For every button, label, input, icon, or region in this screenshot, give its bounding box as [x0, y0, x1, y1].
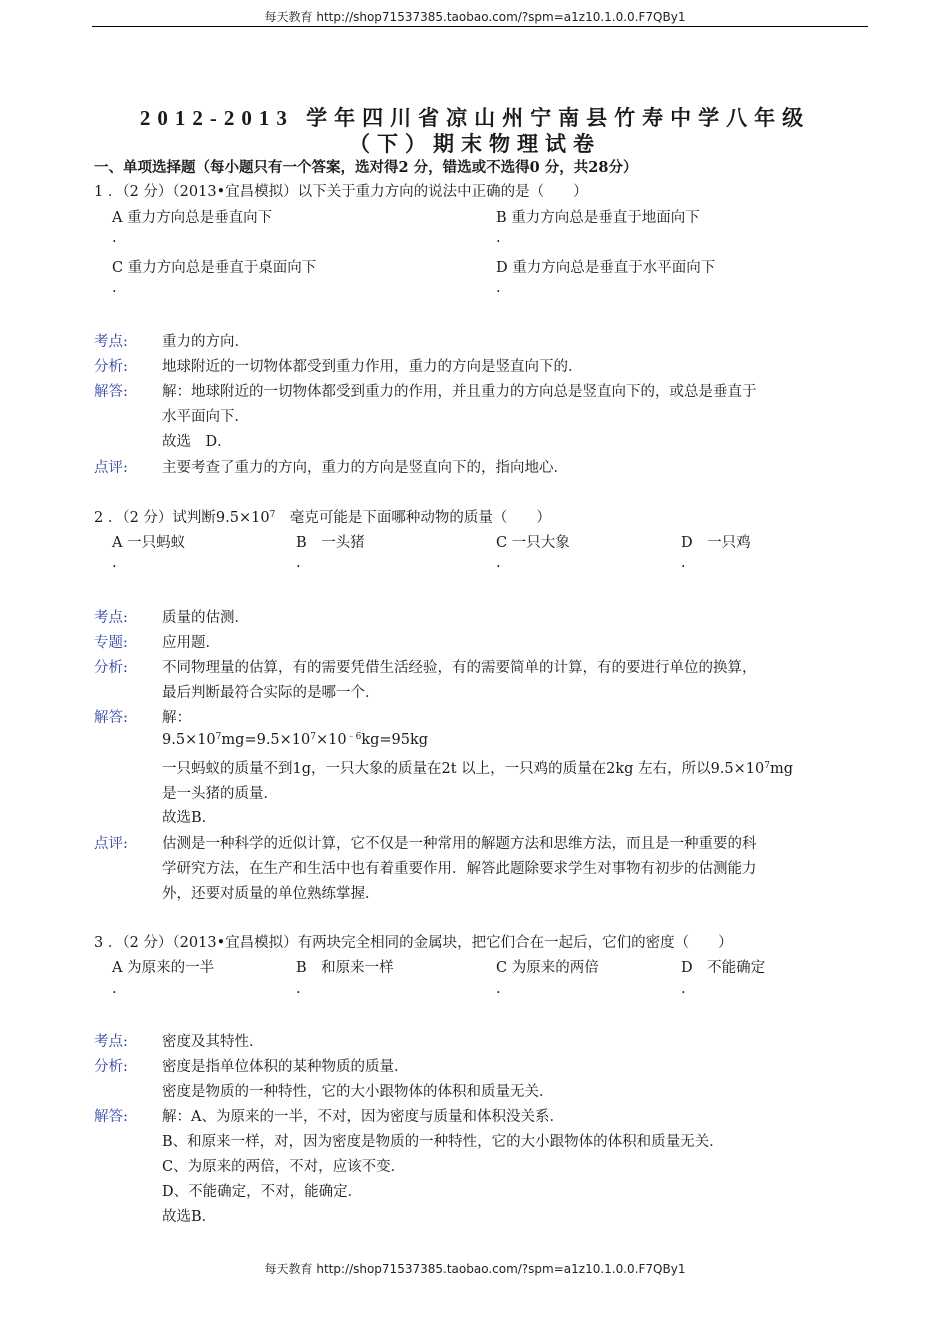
option-dot: .: [681, 981, 686, 997]
q2-option-a: A 一只蚂蚁: [112, 535, 186, 551]
q2-option-d: D 一只鸡: [681, 535, 751, 551]
q2-stem-text-b: 毫克可能是下面哪种动物的质量（ ）: [275, 510, 551, 526]
q2-kaodian: 质量的估测．: [162, 610, 249, 626]
label-fenxi: 分析:: [94, 660, 128, 676]
question-2-stem: [94, 506, 551, 527]
option-dot: .: [496, 230, 501, 246]
option-dot: .: [496, 280, 501, 296]
label-kaodian: 考点:: [94, 334, 128, 350]
q1-option-b: B 重力方向总是垂直于地面向下: [496, 210, 700, 226]
q1-fenxi: 地球附近的一切物体都受到重力作用，重力的方向是竖直向下的．: [162, 359, 583, 375]
q2-eq-part: kg=95kg: [361, 732, 429, 748]
page-title: 2012-2013 学年四川省凉山州宁南县竹寿中学八年级: [139, 106, 811, 130]
q3-jieda-line4: D、不能确定，不对，能确定．: [162, 1184, 363, 1200]
q3-fenxi-line1: 密度是指单位体积的某种物质的质量．: [162, 1059, 409, 1075]
option-dot: .: [296, 555, 301, 571]
option-dot: .: [496, 981, 501, 997]
q1-dianping: 主要考查了重力的方向，重力的方向是竖直向下的，指向地心．: [162, 460, 568, 476]
q3-kaodian: 密度及其特性．: [162, 1034, 264, 1050]
q1-jieda-line1: 解：地球附近的一切物体都受到重力的作用，并且重力的方向总是竖直向下的，或总是垂直于: [162, 384, 757, 400]
option-dot: .: [112, 555, 117, 571]
q2-dianping-line3: 外，还要对质量的单位熟练掌握．: [162, 886, 380, 902]
q3-jieda-line2: B、和原来一样，对，因为密度是物质的一种特性，它的大小跟物体的体积和质量无关．: [162, 1134, 724, 1150]
q2-eq-exponent: 7: [215, 732, 222, 742]
q2-equation: [162, 732, 428, 748]
option-dot: .: [112, 280, 117, 296]
q2-option-b: B 一头猪: [296, 535, 365, 551]
q1-jieda-line2: 水平面向下．: [162, 409, 249, 425]
q2-jieda-line5: 故选B．: [162, 810, 217, 826]
q2-jieda-exponent: 7: [764, 761, 770, 771]
q2-stem-exponent: 7: [269, 510, 276, 520]
q1-kaodian: 重力的方向．: [162, 334, 249, 350]
page-footer: 每天教育 http://shop71537385.taobao.com/?spm=a1z10.1.0.0.F7QBy1: [264, 1262, 686, 1276]
question-3-stem: 3 ．（2 分）（2013•宜昌模拟）有两块完全相同的金属块，把它们合在一起后，它们的密度（ ）: [94, 935, 733, 951]
label-dianping: 点评:: [94, 460, 128, 476]
q2-fenxi-line2: 最后判断最符合实际的是哪一个．: [162, 685, 380, 701]
q2-eq-part: mg=9.5×10: [221, 732, 311, 748]
label-zhuanti: 专题:: [94, 635, 128, 651]
q1-jieda-line3: 故选 D．: [162, 434, 232, 450]
q1-option-c: C 重力方向总是垂直于桌面向下: [112, 260, 317, 276]
q3-option-a: A 为原来的一半: [112, 960, 215, 976]
q2-jieda-line4: 是一头猪的质量．: [162, 786, 278, 802]
q2-jieda-line3: [162, 757, 793, 778]
label-kaodian: 考点:: [94, 1034, 128, 1050]
label-fenxi: 分析:: [94, 1059, 128, 1075]
header-rule: [92, 26, 868, 27]
page-header: 每天教育 http://shop71537385.taobao.com/?spm=a1z10.1.0.0.F7QBy1: [264, 10, 686, 24]
q1-option-a: A 重力方向总是垂直向下: [112, 210, 273, 226]
label-kaodian: 考点:: [94, 610, 128, 626]
option-dot: .: [112, 981, 117, 997]
q2-jieda-unit: mg: [769, 761, 794, 777]
label-jieda: 解答:: [94, 1109, 128, 1125]
q2-dianping-line2: 学研究方法，在生产和生活中也有着重要作用．解答此题除要求学生对事物有初步的估测能力: [162, 861, 757, 877]
q2-zhuanti: 应用题．: [162, 635, 220, 651]
q2-stem-text: 2 ．（2 分）试判断9.5×10: [94, 510, 270, 526]
q2-option-c: C 一只大象: [496, 535, 570, 551]
q1-option-d: D 重力方向总是垂直于水平面向下: [496, 260, 716, 276]
q3-fenxi-line2: 密度是物质的一种特性，它的大小跟物体的体积和质量无关．: [162, 1084, 554, 1100]
q3-jieda-line3: C、为原来的两倍，不对，应该不变．: [162, 1159, 406, 1175]
q2-eq-exponent: ﹣6: [346, 732, 362, 742]
label-jieda: 解答:: [94, 710, 128, 726]
q2-eq-exponent: 7: [310, 732, 316, 742]
label-jieda: 解答:: [94, 384, 128, 400]
page-title-line2: （下）期末物理试卷: [349, 132, 601, 156]
option-dot: .: [496, 555, 501, 571]
q2-jieda-line1: 解：: [162, 710, 191, 726]
q2-fenxi-line1: 不同物理量的估算，有的需要凭借生活经验，有的需要简单的计算，有的要进行单位的换算，: [162, 660, 757, 676]
q2-dianping-line1: 估测是一种科学的近似计算，它不仅是一种常用的解题方法和思维方法，而且是一种重要的科: [162, 836, 757, 852]
option-dot: .: [681, 555, 686, 571]
q3-option-d: D 不能确定: [681, 960, 766, 976]
q3-jieda-line5: 故选B．: [162, 1209, 217, 1225]
option-dot: .: [296, 981, 301, 997]
q3-jieda-line1: 解：A、为原来的一半，不对，因为密度与质量和体积没关系．: [162, 1109, 564, 1125]
label-dianping: 点评:: [94, 836, 128, 852]
question-1-stem: 1 ．（2 分）（2013•宜昌模拟）以下关于重力方向的说法中正确的是（ ）: [94, 184, 588, 200]
section-heading: 一、单项选择题（每小题只有一个答案，选对得2 分，错选或不选得0 分，共28分）: [94, 159, 638, 176]
q2-eq-part: 9.5×10: [162, 732, 216, 748]
q2-jieda-text: 一只蚂蚁的质量不到1g，一只大象的质量在2t 以上，一只鸡的质量在2kg 左右，所以9.5×10: [162, 761, 765, 777]
option-dot: .: [112, 230, 117, 246]
q3-option-c: C 为原来的两倍: [496, 960, 599, 976]
q2-eq-part: ×10: [315, 732, 347, 748]
q3-option-b: B 和原来一样: [296, 960, 394, 976]
label-fenxi: 分析:: [94, 359, 128, 375]
